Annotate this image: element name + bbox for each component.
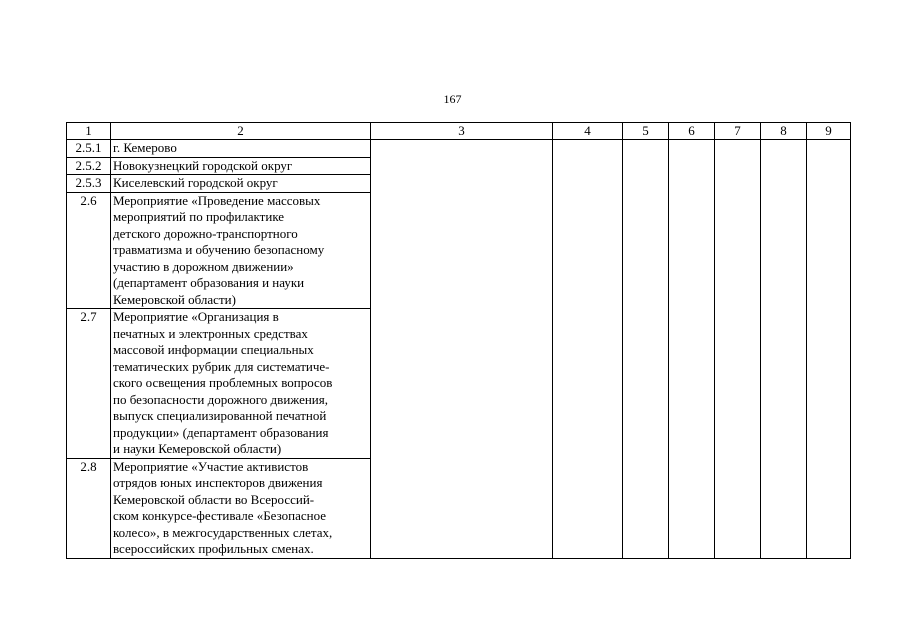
column-header: 8 — [761, 123, 807, 140]
row-number: 2.5.1 — [67, 140, 111, 158]
page-number: 167 — [443, 92, 462, 106]
row-text-line: ского освещения проблемных вопросов — [113, 375, 333, 390]
row-text — [111, 309, 371, 459]
column-header: 2 — [111, 123, 371, 140]
row-text-line: Мероприятие «Участие активистов — [113, 458, 309, 474]
row-text-line: Мероприятие «Организация в — [113, 309, 279, 324]
row-text-line: участию в дорожном движении» — [113, 258, 294, 274]
row-text-line: мероприятий по профилактике — [113, 209, 285, 224]
column-7-cell — [715, 140, 761, 559]
row-text-line: г. Кемерово — [113, 140, 177, 155]
row-text-line: детского дорожно-транспортного — [113, 225, 298, 241]
table-header-row — [67, 123, 851, 140]
row-text-line: Киселевский городской округ — [113, 175, 278, 190]
row-number: 2.5.2 — [67, 157, 111, 175]
column-header: 6 — [669, 123, 715, 140]
row-text-line: массовой информации специальных — [113, 342, 314, 357]
row-text-line: отрядов юных инспекторов движения — [113, 475, 323, 490]
table-row — [67, 140, 851, 158]
row-text-line: Кемеровской области) — [113, 291, 236, 307]
row-text-line: травматизма и обучению безопасному — [113, 242, 325, 257]
row-number: 2.7 — [67, 309, 111, 459]
row-text-line: Кемеровской области во Всероссий- — [113, 491, 315, 507]
row-text-line: продукции» (департамент образования — [113, 424, 329, 440]
column-5-cell — [623, 140, 669, 559]
row-text-line: (департамент образования и науки — [113, 275, 305, 290]
row-text-line: ском конкурсе-фестивале «Безопасное — [113, 508, 327, 523]
column-9-cell — [807, 140, 851, 559]
row-text — [111, 157, 371, 175]
row-text-line: колесо», в межгосударственных слетах, — [113, 524, 333, 540]
row-text-line: печатных и электронных средствах — [113, 325, 308, 341]
row-text — [111, 175, 371, 193]
column-header: 5 — [623, 123, 669, 140]
column-6-cell — [669, 140, 715, 559]
row-text — [111, 192, 371, 309]
row-number: 2.5.3 — [67, 175, 111, 193]
column-header: 1 — [67, 123, 111, 140]
row-text-line: и науки Кемеровской области) — [113, 441, 282, 456]
column-header: 9 — [807, 123, 851, 140]
column-header: 4 — [553, 123, 623, 140]
row-text-line: всероссийских профильных сменах. — [113, 541, 314, 556]
row-number: 2.8 — [67, 458, 111, 558]
row-text-line: выпуск специализированной печатной — [113, 408, 327, 423]
row-text-line: по безопасности дорожного движения, — [113, 391, 328, 407]
column-3-cell — [371, 140, 553, 559]
column-4-cell — [553, 140, 623, 559]
column-header: 7 — [715, 123, 761, 140]
program-table — [66, 122, 851, 559]
row-text — [111, 140, 371, 158]
row-text-line: Новокузнецкий городской округ — [113, 157, 293, 173]
row-number: 2.6 — [67, 192, 111, 309]
column-header: 3 — [371, 123, 553, 140]
column-8-cell — [761, 140, 807, 559]
row-text-line: тематических рубрик для систематиче- — [113, 358, 330, 374]
row-text — [111, 458, 371, 558]
row-text-line: Мероприятие «Проведение массовых — [113, 192, 321, 208]
